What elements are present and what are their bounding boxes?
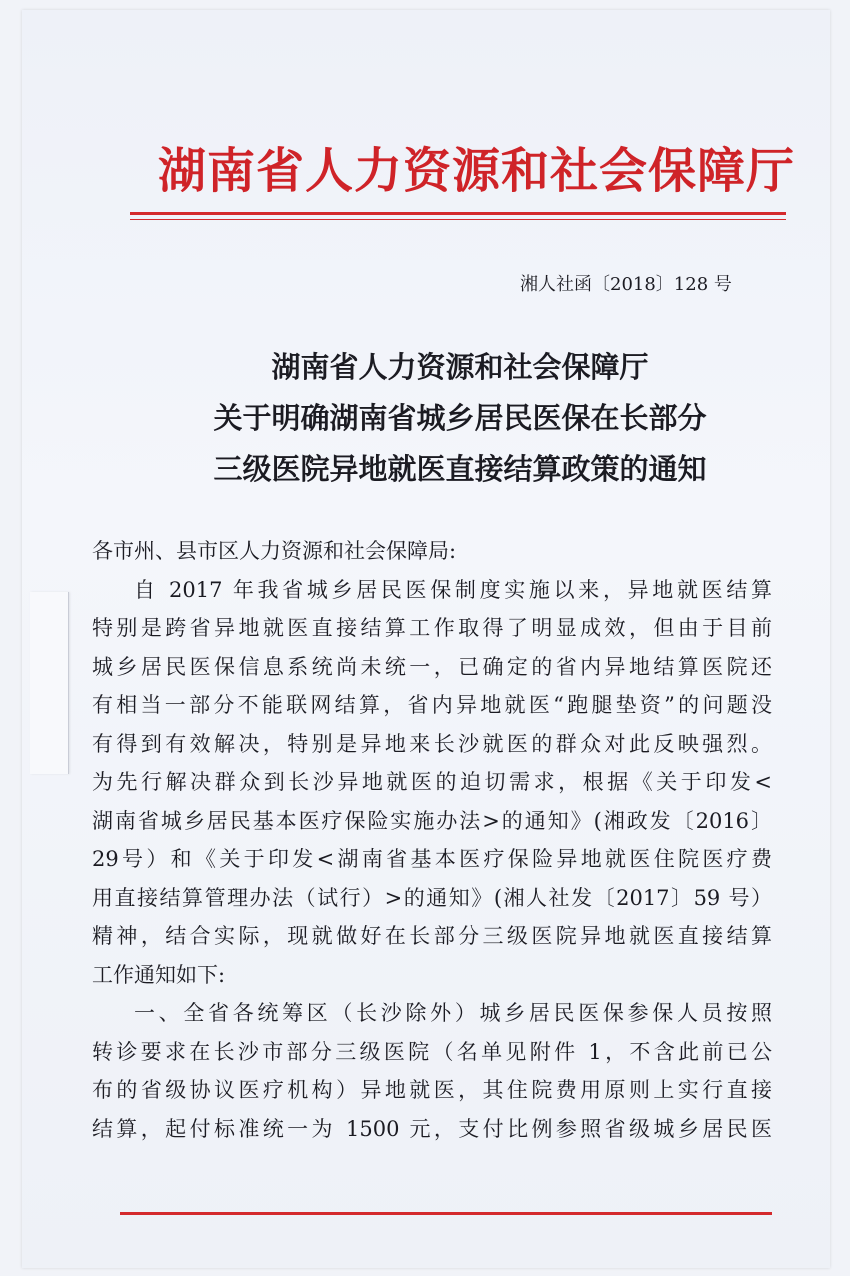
- paper-fold: [30, 592, 69, 774]
- footer-red-rule: [120, 1212, 772, 1215]
- body-line: 为先行解决群众到长沙异地就医的迫切需求，根据《关于印发<: [92, 770, 772, 794]
- title-line: 湖南省人力资源和社会保障厅: [271, 350, 649, 384]
- header-red-rule: [130, 212, 786, 215]
- body-line: 特别是跨省异地就医直接结算工作取得了明显成效，但由于目前: [92, 616, 772, 640]
- agency-header: 湖南省人力资源和社会保障厅: [158, 143, 796, 199]
- body-line: 有相当一部分不能联网结算，省内异地就医“跑腿垫资”的问题没: [92, 693, 772, 717]
- body-line: 有得到有效解决，特别是异地来长沙就医的群众对此反映强烈。: [92, 731, 772, 756]
- body-line: 结算，起付标准统一为 1500 元，支付比例参照省级城乡居民医: [92, 1116, 772, 1141]
- title-line: 三级医院异地就医直接结算政策的通知: [213, 452, 707, 486]
- document-number: 湘人社函〔2018〕128 号: [520, 274, 732, 295]
- body-line: 自 2017 年我省城乡居民医保制度实施以来，异地就医结算: [134, 577, 772, 602]
- document-body: [92, 532, 772, 1148]
- salutation: 各市州、县市区人力资源和社会保障局:: [92, 539, 457, 563]
- body-line: 城乡居民医保信息系统尚未统一，已确定的省内异地结算医院还: [92, 654, 772, 679]
- body-line: 精神，结合实际，现就做好在长部分三级医院异地就医直接结算: [92, 924, 772, 948]
- body-line: 转诊要求在长沙市部分三级医院（名单见附件 1，不含此前已公: [92, 1039, 772, 1064]
- document-title: [150, 342, 770, 495]
- body-line: 布的省级协议医疗机构）异地就医，其住院费用原则上实行直接: [92, 1078, 772, 1102]
- body-line: 用直接结算管理办法（试行）>的通知》(湘人社发〔2017〕59 号）: [92, 885, 772, 910]
- body-line: 29号）和《关于印发<湖南省基本医疗保险异地就医住院医疗费: [92, 847, 772, 871]
- body-line: 工作通知如下:: [92, 962, 226, 987]
- body-line: 一、全省各统筹区（长沙除外）城乡居民医保参保人员按照: [134, 1001, 772, 1025]
- body-line: 湖南省城乡居民基本医疗保险实施办法>的通知》(湘政发〔2016〕: [92, 808, 772, 833]
- title-line: 关于明确湖南省城乡居民医保在长部分: [213, 401, 707, 435]
- header-red-rule-thin: [130, 219, 786, 220]
